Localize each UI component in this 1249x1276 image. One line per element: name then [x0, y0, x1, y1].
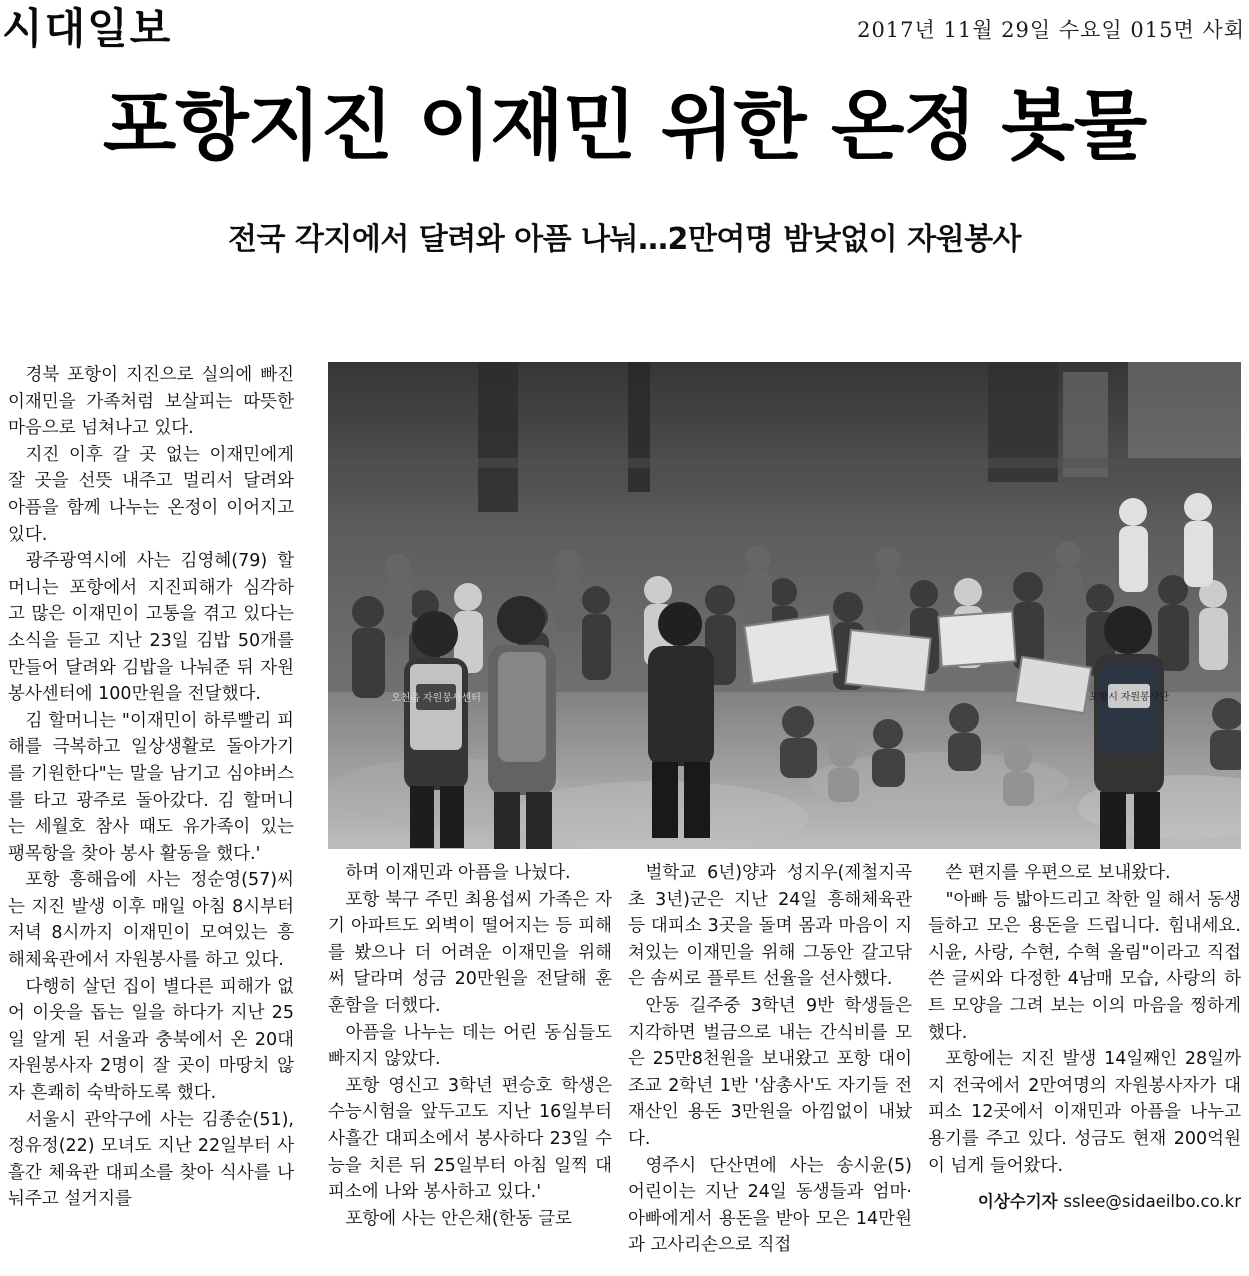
paragraph: 지진 이후 갈 곳 없는 이재민에게 잘 곳을 선뜻 내주고 멀리서 달려와 아픔을 함께 나누는 온정이 이어지고 있다. [8, 444, 294, 545]
paragraph: 포항에 사는 안은채(한동 글로 [345, 1208, 572, 1229]
paragraph: 김 할머니는 "이재민이 하루빨리 피해를 극복하고 일상생활로 돌아가기를 기원한다"는 말을 남기고 심야버스를 타고 광주로 돌아갔다. 김 할머니는 세월호 참사 때도 유가족이 있는 팽목항을 찾아 봉사 활동을 했다.' [8, 710, 294, 864]
article-column-2 [328, 860, 628, 1259]
paragraph: 쓴 편지를 우편으로 보내왔다. [945, 863, 1171, 883]
paragraph: 포항에는 지진 발생 14일째인 28일까지 전국에서 2만여명의 자원봉사자가 대피소 12곳에서 이재민과 아픔을 나누고 용기를 주고 있다. 성금도 현재 200억원이 넘게 들어왔다. [928, 1049, 1241, 1176]
paragraph: 하며 이재민과 아픔을 나눴다. [345, 863, 571, 883]
paragraph: 안동 길주중 3학년 9반 학생들은 지각하면 벌금으로 내는 간식비를 모은 25만8천원을 보내왔고 포항 대이조교 2학년 1반 '삼총사'도 자기들 전 재산인 용돈 3만원을 아낌없이 내놨다. [628, 995, 912, 1149]
headline: 포항지진 이재민 위한 온정 봇물 [102, 81, 1147, 170]
issue-date-line: 2017년 11월 29일 수요일 015면 사회 [857, 18, 1245, 42]
byline-email: sslee@sidaeilbo.co.kr [1063, 1192, 1241, 1212]
byline [928, 1189, 1241, 1214]
paragraph: 다행히 살던 집이 별다른 피해가 없어 이웃을 돕는 일을 하다가 지난 25일 알게 된 서울과 충북에서 온 20대 자원봉사자 2명이 잘 곳이 마땅치 않자 흔쾌히 숙박하도록 했다. [8, 976, 294, 1104]
paragraph: 아픔을 나누는 데는 어린 동심들도 빠지지 않았다. [328, 1022, 612, 1070]
paragraph: 포항 흥해읍에 사는 정순영(57)씨는 지진 발생 이후 매일 아침 8시부터 저녁 8시까지 이재민이 모여있는 흥해체육관에서 자원봉사를 하고 있다. [8, 870, 294, 971]
paragraph: 벌학교 6년)양과 성지우(제철지곡초 3년)군은 지난 24일 흥해체육관 등 대피소 3곳을 돌며 몸과 마음이 지쳐있는 이재민을 위해 그동안 갈고닦은 솜씨로 플루트 선율을 선사했다. [628, 863, 912, 990]
article-lower-columns [328, 860, 1241, 1259]
svg-text:오천읍 자원봉사센터: 오천읍 자원봉사센터 [391, 693, 481, 704]
paragraph: "아빠 등 밟아드리고 착한 일 해서 동생들하고 모은 용돈을 드립니다. 힘내세요. 시윤, 사랑, 수현, 수혁 올림"이라고 직접 쓴 글씨와 다정한 4남매 모습, 사랑의 하트 모양을 그려 보는 이의 마음을 찡하게 했다. [928, 889, 1241, 1043]
photo-illustration [328, 362, 1241, 849]
paragraph: 서울시 관악구에 사는 김종순(51), 정유정(22) 모녀도 지난 22일부터 사흘간 체육관 대피소를 찾아 식사를 나눠주고 설거지를 [8, 1109, 294, 1210]
article-column-4 [928, 860, 1241, 1259]
paragraph: 광주광역시에 사는 김영혜(79) 할머니는 포항에서 지진피해가 심각하고 많은 이재민이 고통을 겪고 있다는 소식을 듣고 지난 23일 김밥 50개를 만들어 달려와 김밥을 나눠준 뒤 자원봉사센터에 100만원을 전달했다. [8, 551, 294, 705]
byline-reporter: 이상수기자 [977, 1192, 1058, 1212]
article-column-3 [628, 860, 928, 1259]
paragraph: 영주시 단산면에 사는 송시윤(5) 어린이는 지난 24일 동생들과 엄마·아빠에게서 용돈을 받아 모은 14만원과 고사리손으로 직접 [628, 1155, 912, 1256]
paragraph: 포항 북구 주민 최용섭씨 가족은 자기 아파트도 외벽이 떨어지는 등 피해를 봤으나 더 어려운 이재민을 위해 써 달라며 성금 20만원을 전달해 훈훈함을 더했다. [328, 889, 612, 1016]
masthead [0, 0, 1249, 58]
paragraph: 포항 영신고 3학년 편승호 학생은 수능시험을 앞두고도 지난 16일부터 사흘간 대피소에서 봉사하다 23일 수능을 치른 뒤 25일부터 아침 일찍 대피소에 나와 봉사하고 있다.' [328, 1075, 612, 1203]
newspaper-title: 시대일보 [2, 4, 173, 53]
article-photo [328, 362, 1241, 849]
svg-text:포항시 자원봉사단: 포항시 자원봉사단 [1088, 692, 1170, 703]
article-column-1 [8, 362, 308, 1213]
subheadline: 전국 각지에서 달려와 아픔 나눠…2만여명 밤낮없이 자원봉사 [227, 221, 1022, 257]
paragraph: 경북 포항이 지진으로 실의에 빠진 이재민을 가족처럼 보살피는 따뜻한 마음으로 넘쳐나고 있다. [8, 365, 294, 439]
